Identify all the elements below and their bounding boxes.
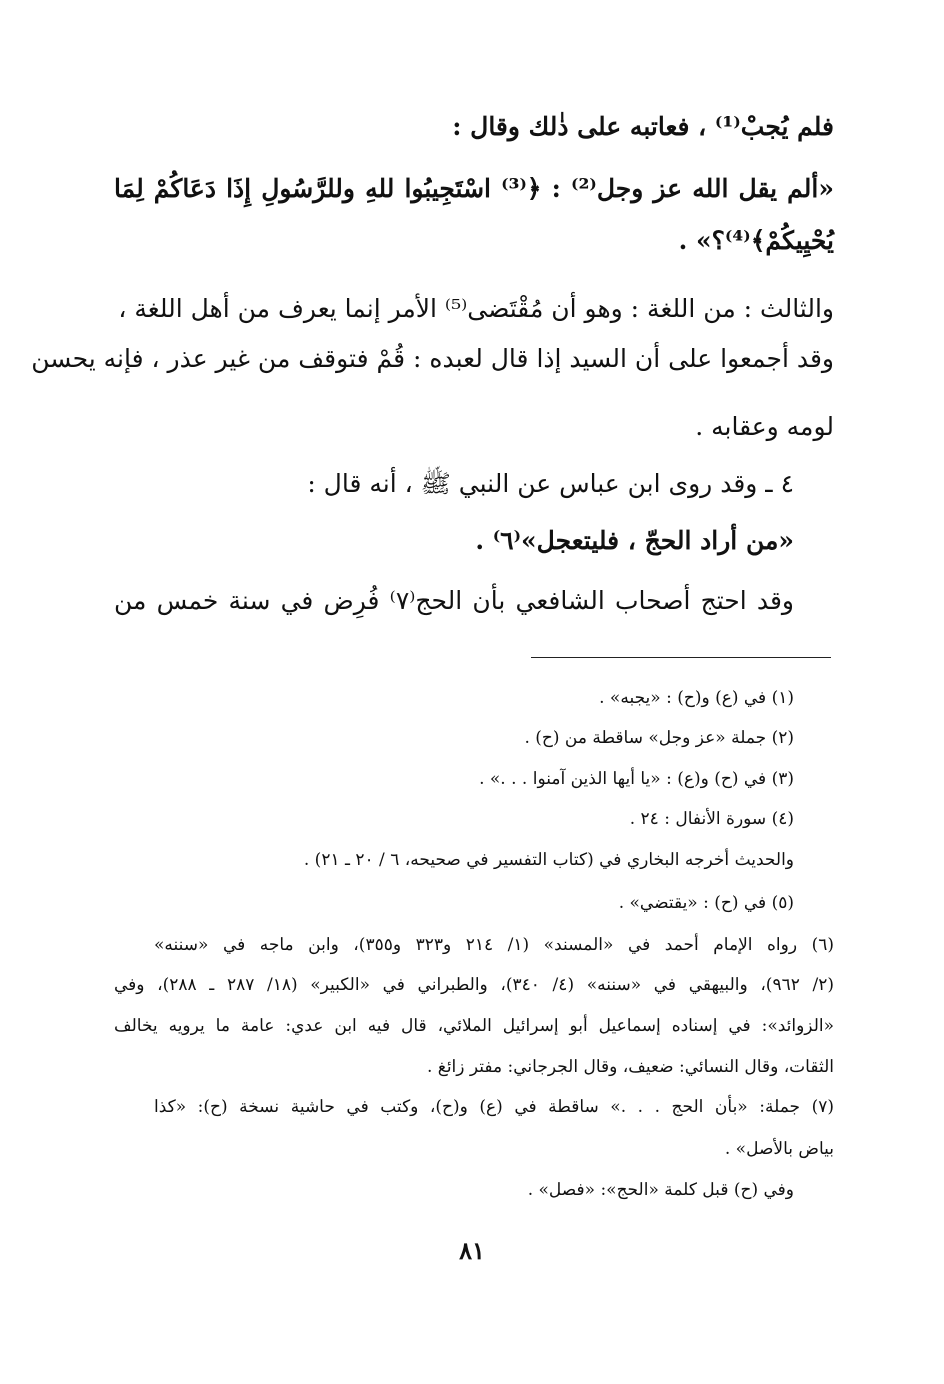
- footnote-line-3: (٣) في (ح) و(ع) : «يا أيها الذين آمنوا . . .» .: [479, 769, 794, 789]
- footnote-line-11: (٧) جملة: «بأن الحج . . .» ساقطة في (ع) و(ح)، وكتب في حاشية نسخة (ح): «كذا: [154, 1097, 834, 1117]
- footnote-line-6: (٥) في (ح) : «يقتضي» .: [618, 893, 794, 913]
- footnote-line-12: بياض بالأصل» .: [724, 1139, 834, 1159]
- body-line-3: يُحْيِيكُمْ﴾⁽⁴⁾؟» .: [678, 226, 834, 255]
- body-line-8: «من أراد الحجّ ، فليتعجل»⁽٦⁾ .: [475, 526, 794, 555]
- body-line-7: ٤ ـ وقد روى ابن عباس عن النبي ﷺ ، أنه قال :: [307, 469, 794, 498]
- body-line-2: «ألم يقل الله عز وجل⁽²⁾ : ﴿⁽³⁾ اسْتَجِيبُوا للهِ وللرَّسُولِ إِذَا دَعَاكُمْ لِمَا: [114, 174, 834, 203]
- footnote-line-7: (٦) رواه الإمام أحمد في «المسند» (١/ ٢١٤ و٣٢٣ و٣٥٥)، وابن ماجه في «سننه»: [154, 935, 834, 955]
- body-line-1: فلم يُجبْ⁽¹⁾ ، فعاتبه على ذٰلك وقال :: [452, 112, 834, 141]
- footnote-line-10: الثقات، وقال النسائي: ضعيف، وقال الجرجاني: مفتر زائغ .: [426, 1057, 834, 1077]
- footnote-line-4: (٤) سورة الأنفال : ٢٤ .: [629, 809, 794, 829]
- footnote-line-13: وفي (ح) قبل كلمة «الحج»: «فصل» .: [527, 1180, 794, 1200]
- body-line-6: لومه وعقابه .: [695, 412, 834, 441]
- footnote-line-5: والحديث أخرجه البخاري في (كتاب التفسير في صحيحه، ٦ / ٢٠ ـ ٢١) .: [303, 850, 794, 870]
- footnote-line-1: (١) في (ع) و(ح) : «يجبه» .: [599, 688, 794, 708]
- footnote-line-9: «الزوائد»: في إسناده إسماعيل أبو إسرائيل الملائي، قال فيه ابن عدي: عامة ما يرويه يخالف: [114, 1016, 834, 1036]
- footnote-line-2: (٢) جملة «عز وجل» ساقطة من (ح) .: [524, 728, 794, 748]
- footnote-separator: [531, 657, 831, 658]
- body-line-5: وقد أجمعوا على أن السيد إذا قال لعبده : قُمْ فتوقف من غير عذر ، فإنه يحسن: [31, 344, 834, 373]
- body-line-4: والثالث : من اللغة : وهو أن مُقْتَضى⁽⁵⁾ الأمر إنما يعرف من أهل اللغة ،: [118, 294, 834, 323]
- page-number: ٨١: [459, 1236, 485, 1265]
- footnote-line-8: (٢/ ٩٦٢)، والبيهقي في «سننه» (٤/ ٣٤٠)، والطبراني في «الكبير» (١٨/ ٢٨٧ ـ ٢٨٨)، وفي: [114, 975, 834, 995]
- body-line-9: وقد احتج أصحاب الشافعي بأن الحج⁽٧⁾ فُرِض في سنة خمس من: [114, 586, 794, 615]
